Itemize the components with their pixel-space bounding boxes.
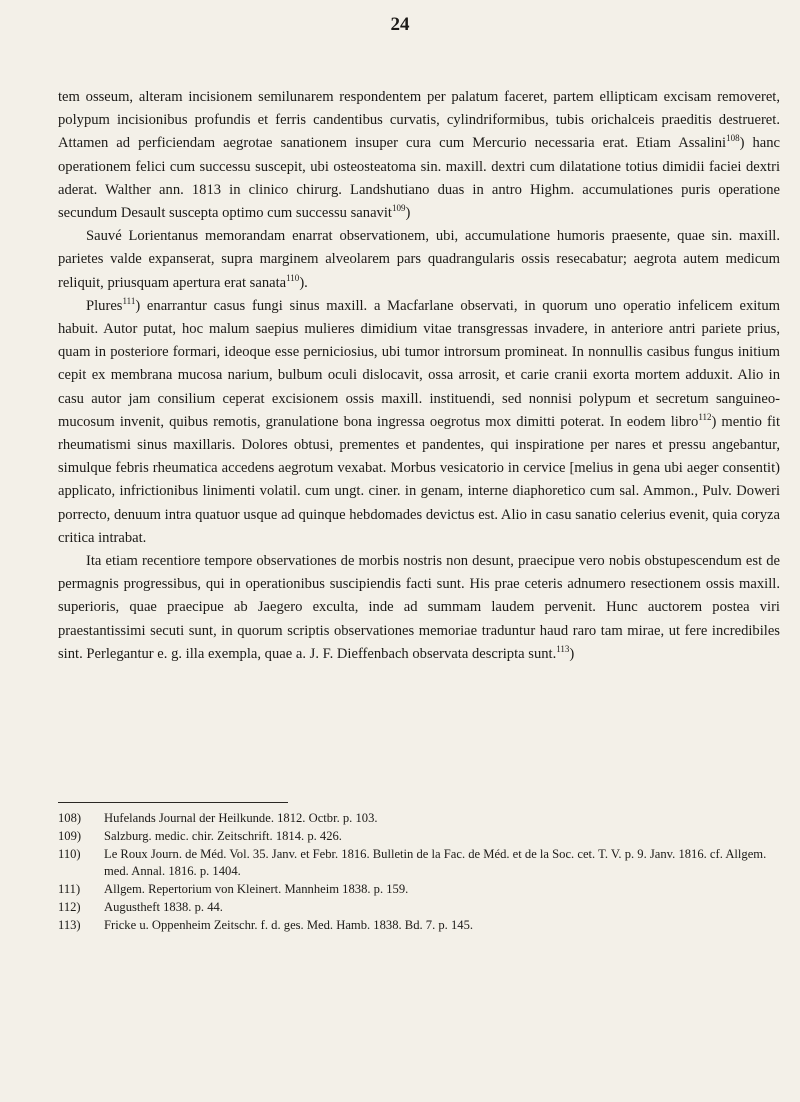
text-segment: ) [569, 645, 575, 662]
footnote [58, 881, 780, 899]
footnote-number: 108) [58, 811, 82, 825]
footnote-number: 111) [58, 882, 81, 897]
page-number: 24 [390, 14, 410, 35]
footnote-reference: 113 [556, 643, 570, 654]
footnote-text: Allgem. Repertorium von Kleinert. Mannheim 1838. p. 159. [104, 882, 409, 897]
footnote [58, 899, 780, 917]
footnote-text: Augustheft 1838. p. 44. [104, 899, 223, 914]
text-segment: Ita etiam recentiore tempore observationes de morbis nostris non desunt, praecipue vero nobis obstupescendum est de permagnis progressibus, qui in operationibus suscipiendis facti sunt. His prae ceteris adnumero resectionem ossis maxill. superioris, quae praecipue ab Jaegero exculta, inde ad summam laudem pervenit. Hunc auctorem postea viri praestantissimi secuti sunt, in quorum scriptis observationes memoriae traduntur haud raro tam mirae, ut fere incredibiles sint. Perlegantur e. g. illa exempla, quae a. J. F. Dieffenbach observata descripta sunt. [58, 553, 780, 662]
footnote [58, 846, 780, 882]
footnote [58, 810, 780, 828]
text-segment: ) mentio fit rheumatismi sinus maxillaris. Dolores obtusi, prementes et pandentes, qui inspiratione per nares et pressu angebantur, simulque febris rheumatica accedens aegrotum vexabat. Morbus vesicatorio in cervice [melius in gena ubi aeger consentit) applicato, infrictionibus linimenti volatil. cum ungt. ciner. in genam, interne diaphoretico cum sal. Ammon., Pulv. Doweri porrecto, denuum intra quatuor usque ad quinque hebdomades devictus est. Alio in casu sanatio celerius evenit, quia coryza critica intrabat. [58, 413, 780, 546]
main-text [58, 86, 780, 666]
text-segment: tem osseum, alteram incisionem semilunarem respondentem per palatum faceret, partem ellipticam excisam removeret, polypum incisionibus profundis et ferris candentibus curvatis, cylindriformibus, tubis orichalceis praeditis destrueret. Attamen ad perficiendam aegrotae sanationem insuper cura cum Mercurio necessaria erat. Etiam Assalini [58, 89, 780, 152]
footnotes [58, 810, 780, 935]
paragraph [58, 550, 780, 666]
footnote-reference: 108 [726, 133, 740, 144]
paragraph [58, 225, 780, 295]
text-segment: Plures [86, 297, 123, 314]
text-segment: ). [299, 274, 308, 291]
footnote [58, 917, 780, 935]
text-segment: Sauvé Lorientanus memorandam enarrat observationem, ubi, accumulatione humoris praesente, quae sin. maxill. parietes valde expanserat, supra marginem alveolarem pars quadrangularis ossis resecabatur; aegrota autem medicum reliquit, priusquam apertura erat sanata [58, 228, 780, 291]
footnote-number: 112) [58, 899, 81, 914]
footnote-text: Le Roux Journ. de Méd. Vol. 35. Janv. et Febr. 1816. Bulletin de la Fac. de Méd. et de la Soc. cet. T. V. p. 9. Janv. 1816. cf. Allgem. med. Annal. 1816. p. 1404. [104, 846, 767, 879]
text-segment: ) enarrantur casus fungi sinus maxill. a Macfarlane observati, in quorum uno operatio infelicem exitum habuit. Autor putat, hoc malum saepius mulieres dimidium vitae transgressas invadere, in anteriore antri pariete prius, quam in posteriore formari, ideoque esse perniciosius, ubi tumor introrsum promineat. In nonnullis casibus fungus initium cepit ex membrana mucosa narium, bulbum oculi dislocavit, ossa arrosit, et carie cranii exorta mortem adduxit. Alio in casu autor jam consilium ceperat excisionem ossis maxill. instituendi, sed nonnisi polypum et secretum sanguineo-mucosum invenit, quibus remotis, granulatione bona ingressa oegrotus mox dimitti poterat. In eodem libro [58, 297, 780, 430]
paragraph [58, 295, 780, 550]
footnote-text: Hufelands Journal der Heilkunde. 1812. Octbr. p. 103. [104, 811, 378, 825]
footnote-separator [58, 802, 288, 803]
footnote-reference: 112 [698, 411, 712, 422]
footnote-number: 113) [58, 917, 81, 932]
paragraph [58, 86, 780, 225]
footnote-number: 110) [58, 846, 81, 861]
footnote-text: Fricke u. Oppenheim Zeitschr. f. d. ges. Med. Hamb. 1838. Bd. 7. p. 145. [104, 917, 474, 932]
footnote-number: 109) [58, 828, 82, 843]
footnote [58, 828, 780, 846]
footnote-reference: 110 [286, 272, 300, 283]
footnote-reference: 111 [122, 295, 136, 306]
text-segment: ) hanc operationem felici cum successu suscepit, ubi osteosteatoma sin. maxill. dextri cum dilatatione totius dimidii faciei dextri aderat. Walther ann. 1813 in clinico chirurg. Landshutiano duas in antro Highm. accumulationes puris operatione secundum Desault suscepta optimo cum successu sanavit [58, 135, 780, 222]
text-segment: ) [405, 205, 411, 222]
footnote-reference: 109 [391, 203, 406, 214]
footnote-text: Salzburg. medic. chir. Zeitschrift. 1814. p. 426. [104, 828, 342, 843]
